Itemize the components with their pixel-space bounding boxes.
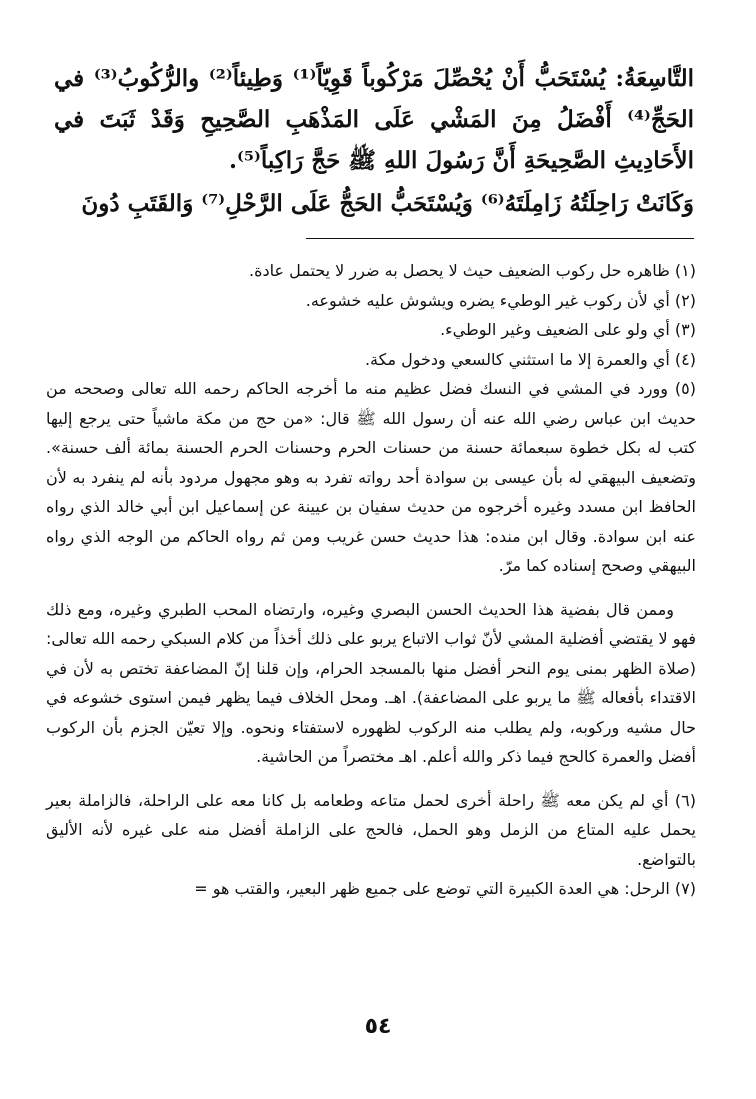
main-paragraph-1: التَّاسِعَةُ: يُسْتَحَبُّ أَنْ يُحْصِّلَ مَرْكُوباً قَوِيّاً⁽¹⁾ وَطِيئاً⁽²⁾ والرُّكُوبُ⁽³⁾ في الحَجِّ⁽⁴⁾ أَفْضَلُ مِنَ المَشْي عَلَى المَذْهَبِ الصَّحِيحِ وَقَدْ ثَبَتَ في الأَحَادِيثِ الصَّحِيحَةِ أَنَّ رَسُولَ اللهِ ﷺ حَجَّ رَاكِباً⁽⁵⁾. xyxy=(54,65,694,174)
footnote-separator xyxy=(306,238,694,239)
footnote-5: (٥) وورد في المشي في النسك فضل عظيم منه ما أخرجه الحاكم رحمه الله تعالى وصححه من حديث ابن عباس رضي الله عنه أن رسول الله ﷺ قال: «من حج من مكة ماشياً حتى يرجع إليها كتب له بكل خطوة سبعمائة حسنة من حسنات الحرم وحسنات الحرم الحسنة بمائة ألف حسنة». وتضعيف البيهقي له بأن عيسى بن سوادة أحد رواته تفرد به وهو مجهول مردود بأنه لم ينفرد به لأن الحافظ ابن مسدد وغيره أخرجوه من حديث سفيان بن عيينة عن إسماعيل ابن أبي خالد الذي رواه عنه ابن سوادة. وقال ابن منده: هذا حديث حسن غريب ومن ثم رواه الحاكم من الوجه الذي رواه البيهقي وصحح إسناده كما مرّ. xyxy=(46,379,696,575)
footnote-2: (٢) أي لأن ركوب غير الوطيء يضره ويشوش عليه خشوعه. xyxy=(305,290,696,310)
main-text xyxy=(54,58,694,224)
footnote-1: (١) ظاهره حل ركوب الضعيف حيث لا يحصل به ضرر لا يحتمل عادة. xyxy=(249,261,696,280)
footnote-6: (٦) أي لم يكن معه ﷺ راحلة أخرى لحمل متاعه وطعامه بل كانا معه على الراحلة، فالزاملة بعير يحمل عليه المتاع من الزمل وهو الحمل، فالحج على الزاملة أفضل منه على غيره لأنه الأليق بالتواضع. xyxy=(46,790,696,869)
footnote-3: (٣) أي ولو على الضعيف وغير الوطيء. xyxy=(440,320,696,339)
footnotes xyxy=(46,256,696,904)
footnote-5-continuation: وممن قال بفضية هذا الحديث الحسن البصري وغيره، وارتضاه المحب الطبري وغيره، ومع ذلك فهو لا يقتضي أفضلية المشي لأنّ ثواب الاتباع يربو على ذلك أخذاً من كلام السبكي رحمه الله تعالى: (صلاة الظهر بمنى يوم النحر أفضل منها بالمسجد الحرام، وإن قلنا إنّ المضاعفة تختص به لأن في الاقتداء بأفعاله ﷺ ما يربو على المضاعفة). اهـ. ومحل الخلاف فيما يظهر فيمن استوى خشوعه في حال مشيه وركوبه، ولم يطلب منه الركوب لظهوره لاستفتاء ونحوه. وإلا تعيّن الجزم بأن الركوب أفضل والعمرة كالحج فيما ذكر والله أعلم. اهـ مختصراً من الحاشية. xyxy=(46,599,696,766)
main-paragraph-2: وَكَانَتْ رَاحِلَتُهُ زَامِلَتَهُ⁽⁶⁾ وَيُسْتَحَبُّ الحَجُّ عَلَى الرَّحْلِ⁽⁷⁾ وَالقَتَبِ دُونَ xyxy=(81,190,694,217)
footnote-7: (٧) الرحل: هي العدة الكبيرة التي توضع على جميع ظهر البعير، والقتب هو = xyxy=(194,879,696,898)
page-number: ٥٤ xyxy=(364,1014,392,1039)
footnote-4: (٤) أي والعمرة إلا ما استثني كالسعي ودخول مكة. xyxy=(364,349,696,369)
